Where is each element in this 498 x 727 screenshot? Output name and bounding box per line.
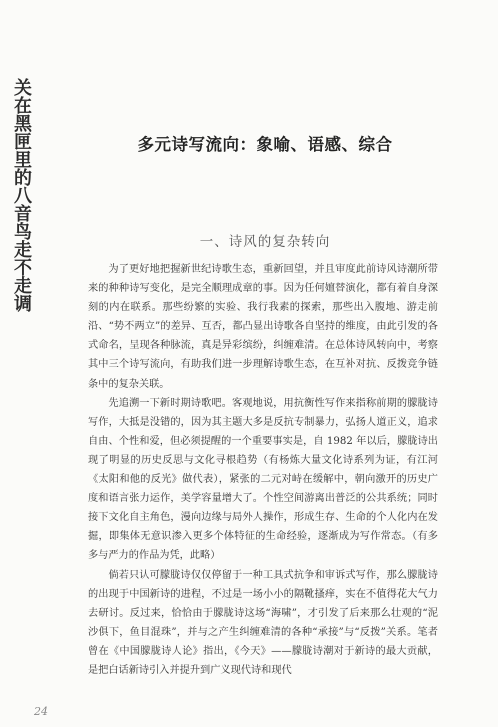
section-title: 一、诗风的复杂转向 [199, 234, 331, 250]
page-number: 24 [34, 705, 48, 718]
paragraph-1: 为了更好地把握新世纪诗歌生态，重新回望，并且审度此前诗风诗潮所带来的种种诗写变化，是完全顺理成章的事。因为任何嬗替演化，都有着自身深刻的内在联系。那些纷繁的实验、我行我素的探索，那些出入腹地、游走前沿、“势不两立”的差异、互否，都凸显出诗歌各自坚持的维度，由此引发的各式命名，呈现各种脉流，真是异彩缤纷，纠缠难清。在总体诗风转向中，考察其中三个诗写流向，有助我们进一步理解诗歌生态，在互补对抗、反拨竞争链条中的复杂关联。 [88, 264, 438, 390]
running-title: 关在黑匣里的八音鸟走不走调 [11, 78, 32, 312]
body-text [88, 260, 438, 680]
paragraph-2: 先追溯一下新时期诗歌吧。客观地说，用抗衡性写作来指称前期的朦胧诗写作，大抵是没错的，因为其主题大多是反抗专制暴力，弘扬人道正义，追求自由、个性和爱，但必须提醒的一个重要事实是，自 1982 年以后，朦胧诗出现了明显的历史反思与文化寻根趋势（有杨炼大量文化诗系列为证，有江河《太阳和他的反光》做代表），紧张的二元对峙在缓解中，朝向激开的历史广度和语言张力运作，美学容量增大了。个性空间游离出普泛的公共系统；同时接下文化自主角色，漫向边缘与局外人操作，形成生存、生命的个人化内在发掘，即集体无意识渗入更多个体特征的生命经验，逐渐成为写作常态。（有多多与严力的作品为凭，此略） [88, 397, 438, 562]
paragraph-3: 倘若只认可朦胧诗仅仅停留于一种工具式抗争和审诉式写作，那么朦胧诗的出现于中国新诗的进程，不过是一场小小的隔靴搔痒，实在不值得花大气力去研讨。反过来，恰恰由于朦胧诗这场“海啸”，才引发了后来那么壮观的“泥沙俱下，鱼目混珠”，并与之产生纠缠难清的各种“承接”与“反拨”关系。笔者曾在《中国朦胧诗人论》指出，《今天》——朦胧诗潮对于新诗的最大贡献，是把白话新诗引入并提升到广义现代诗和现代 [88, 569, 438, 676]
chapter-title: 多元诗写流向：象喻、语感、综合 [137, 135, 393, 154]
